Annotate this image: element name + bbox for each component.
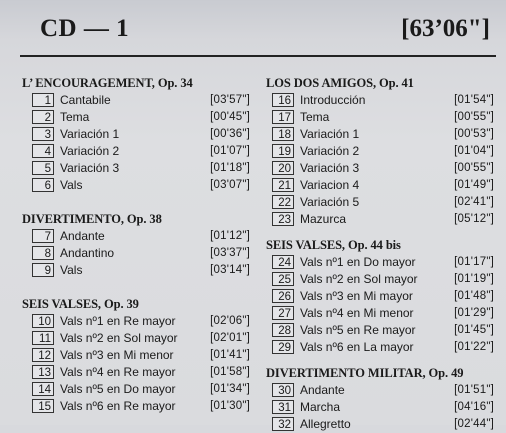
- track-duration: [00'55"]: [454, 162, 494, 174]
- track-number-box: 18: [272, 127, 294, 141]
- track-name: Variación 3: [300, 161, 360, 175]
- track-name: Variación 5: [300, 195, 360, 209]
- track-row: [266, 382, 498, 399]
- track-row: [22, 381, 254, 398]
- track-number-box: 1: [32, 93, 54, 107]
- work-title: SEIS VALSES, Op. 39: [22, 297, 139, 311]
- track-number-box: 14: [32, 382, 54, 396]
- track-name: Andantino: [60, 246, 115, 260]
- track-duration: [02'41"]: [454, 196, 494, 208]
- track-row: [22, 92, 254, 109]
- track-name: Vals nº3 en Mi menor: [60, 348, 174, 362]
- work-section: [266, 365, 498, 433]
- track-row: [22, 160, 254, 177]
- track-number-box: 26: [272, 289, 294, 303]
- work-title: DIVERTIMENTO MILITAR, Op. 49: [266, 366, 464, 380]
- track-duration: [03'07"]: [210, 179, 250, 191]
- track-name: Allegretto: [300, 417, 351, 431]
- work-section: [22, 75, 254, 194]
- track-row: [266, 194, 498, 211]
- track-name: Variación 2: [300, 144, 360, 158]
- work-section: [22, 296, 254, 415]
- track-row: [22, 126, 254, 143]
- track-name: Vals nº1 en Re mayor: [60, 314, 176, 328]
- track-row: [266, 211, 498, 228]
- track-row: [22, 330, 254, 347]
- track-number-box: 17: [272, 110, 294, 124]
- track-duration: [00'55"]: [454, 111, 494, 123]
- track-duration: [02'01"]: [210, 332, 250, 344]
- track-duration: [01'58"]: [210, 366, 250, 378]
- track-duration: [01'48"]: [454, 290, 494, 302]
- track-number-box: 27: [272, 306, 294, 320]
- track-number-box: 8: [32, 246, 54, 260]
- right-column: [266, 75, 498, 433]
- track-duration: [01'12"]: [210, 230, 250, 242]
- cd-header: [0, 0, 506, 62]
- left-column: [22, 75, 254, 415]
- track-row: [22, 313, 254, 330]
- track-duration: [05'12"]: [454, 213, 494, 225]
- track-name: Vals: [60, 263, 83, 277]
- track-row: [266, 288, 498, 305]
- track-name: Variación 3: [60, 161, 120, 175]
- track-name: Vals nº3 en Mi mayor: [300, 289, 413, 303]
- track-number-box: 19: [272, 144, 294, 158]
- track-number-box: 30: [272, 383, 294, 397]
- track-row: [266, 160, 498, 177]
- header-rule: [20, 55, 496, 57]
- track-number-box: 9: [32, 263, 54, 277]
- track-duration: [01'07"]: [210, 145, 250, 157]
- track-row: [22, 398, 254, 415]
- track-number-box: 11: [32, 331, 54, 345]
- track-row: [266, 339, 498, 356]
- track-row: [22, 109, 254, 126]
- track-name: Tema: [60, 110, 90, 124]
- track-row: [266, 271, 498, 288]
- work-title: LOS DOS AMIGOS, Op. 41: [266, 76, 414, 90]
- track-name: Vals: [60, 178, 83, 192]
- track-name: Vals nº5 en Re mayor: [300, 323, 416, 337]
- track-row: [266, 322, 498, 339]
- track-duration: [01'17"]: [454, 256, 494, 268]
- track-duration: [01'41"]: [210, 349, 250, 361]
- track-name: Variación 2: [60, 144, 120, 158]
- track-row: [22, 262, 254, 279]
- track-number-box: 21: [272, 178, 294, 192]
- track-name: Marcha: [300, 400, 341, 414]
- track-duration: [01'30"]: [210, 400, 250, 412]
- track-name: Andante: [60, 229, 105, 243]
- track-row: [22, 143, 254, 160]
- work-title: L’ ENCOURAGEMENT, Op. 34: [22, 76, 193, 90]
- track-number-box: 23: [272, 212, 294, 226]
- track-name: Variación 1: [60, 127, 120, 141]
- track-number-box: 15: [32, 399, 54, 413]
- track-duration: [04'16"]: [454, 401, 494, 413]
- section-gap: [266, 228, 498, 237]
- track-name: Introducción: [300, 93, 366, 107]
- track-duration: [02'06"]: [210, 315, 250, 327]
- work-title: DIVERTIMENTO, Op. 38: [22, 212, 162, 226]
- track-name: Vals nº4 en Re mayor: [60, 365, 176, 379]
- track-number-box: 16: [272, 93, 294, 107]
- track-name: Vals nº2 en Sol mayor: [300, 272, 418, 286]
- track-row: [22, 245, 254, 262]
- track-duration: [01'29"]: [454, 307, 494, 319]
- track-name: Vals nº1 en Do mayor: [300, 255, 416, 269]
- track-duration: [00'53"]: [454, 128, 494, 140]
- track-name: Variación 1: [300, 127, 360, 141]
- track-row: [22, 364, 254, 381]
- track-row: [266, 126, 498, 143]
- work-section: [266, 237, 498, 356]
- track-name: Vals nº2 en Sol mayor: [60, 331, 178, 345]
- track-number-box: 4: [32, 144, 54, 158]
- track-duration: [03'14"]: [210, 264, 250, 276]
- track-number-box: 5: [32, 161, 54, 175]
- track-number-box: 2: [32, 110, 54, 124]
- track-row: [266, 92, 498, 109]
- track-name: Variacion 4: [300, 178, 360, 192]
- track-duration: [01'49"]: [454, 179, 494, 191]
- track-name: Mazurca: [300, 212, 347, 226]
- track-duration: [01'54"]: [454, 94, 494, 106]
- track-number-box: 6: [32, 178, 54, 192]
- track-number-box: 31: [272, 400, 294, 414]
- track-duration: [02'44"]: [454, 418, 494, 430]
- track-number-box: 32: [272, 417, 294, 431]
- work-section: [22, 211, 254, 279]
- track-number-box: 29: [272, 340, 294, 354]
- track-name: Vals nº6 en Re mayor: [60, 399, 176, 413]
- work-section: [266, 75, 498, 228]
- track-duration: [01'51"]: [454, 384, 494, 396]
- track-number-box: 25: [272, 272, 294, 286]
- track-row: [266, 143, 498, 160]
- track-row: [266, 254, 498, 271]
- work-title: SEIS VALSES, Op. 44 bis: [266, 238, 401, 252]
- section-gap: [266, 356, 498, 365]
- track-duration: [01'04"]: [454, 145, 494, 157]
- track-number-box: 3: [32, 127, 54, 141]
- track-duration: [03'37"]: [210, 247, 250, 259]
- track-number-box: 20: [272, 161, 294, 175]
- track-name: Andante: [300, 383, 345, 397]
- track-row: [266, 177, 498, 194]
- track-row: [266, 399, 498, 416]
- track-name: Cantabile: [60, 93, 111, 107]
- cd-total-time: [63’06"]: [401, 15, 490, 42]
- track-number-box: 7: [32, 229, 54, 243]
- section-gap: [22, 279, 254, 296]
- track-duration: [01'45"]: [454, 324, 494, 336]
- track-number-box: 28: [272, 323, 294, 337]
- track-row: [22, 228, 254, 245]
- track-row: [266, 109, 498, 126]
- track-number-box: 13: [32, 365, 54, 379]
- cd-title: CD — 1: [40, 15, 130, 42]
- track-number-box: 24: [272, 255, 294, 269]
- track-duration: [00'45"]: [210, 111, 250, 123]
- track-row: [266, 305, 498, 322]
- track-number-box: 12: [32, 348, 54, 362]
- track-duration: [03'57"]: [210, 94, 250, 106]
- track-name: Vals nº4 en Mi menor: [300, 306, 414, 320]
- section-gap: [22, 194, 254, 211]
- track-duration: [01'22"]: [454, 341, 494, 353]
- track-name: Vals nº5 en Do mayor: [60, 382, 176, 396]
- track-duration: [01'19"]: [454, 273, 494, 285]
- track-name: Tema: [300, 110, 330, 124]
- track-number-box: 22: [272, 195, 294, 209]
- track-duration: [01'18"]: [210, 162, 250, 174]
- track-name: Vals nº6 en La mayor: [300, 340, 414, 354]
- track-duration: [01'34"]: [210, 383, 250, 395]
- track-row: [22, 177, 254, 194]
- track-duration: [00'36"]: [210, 128, 250, 140]
- track-row: [22, 347, 254, 364]
- track-number-box: 10: [32, 314, 54, 328]
